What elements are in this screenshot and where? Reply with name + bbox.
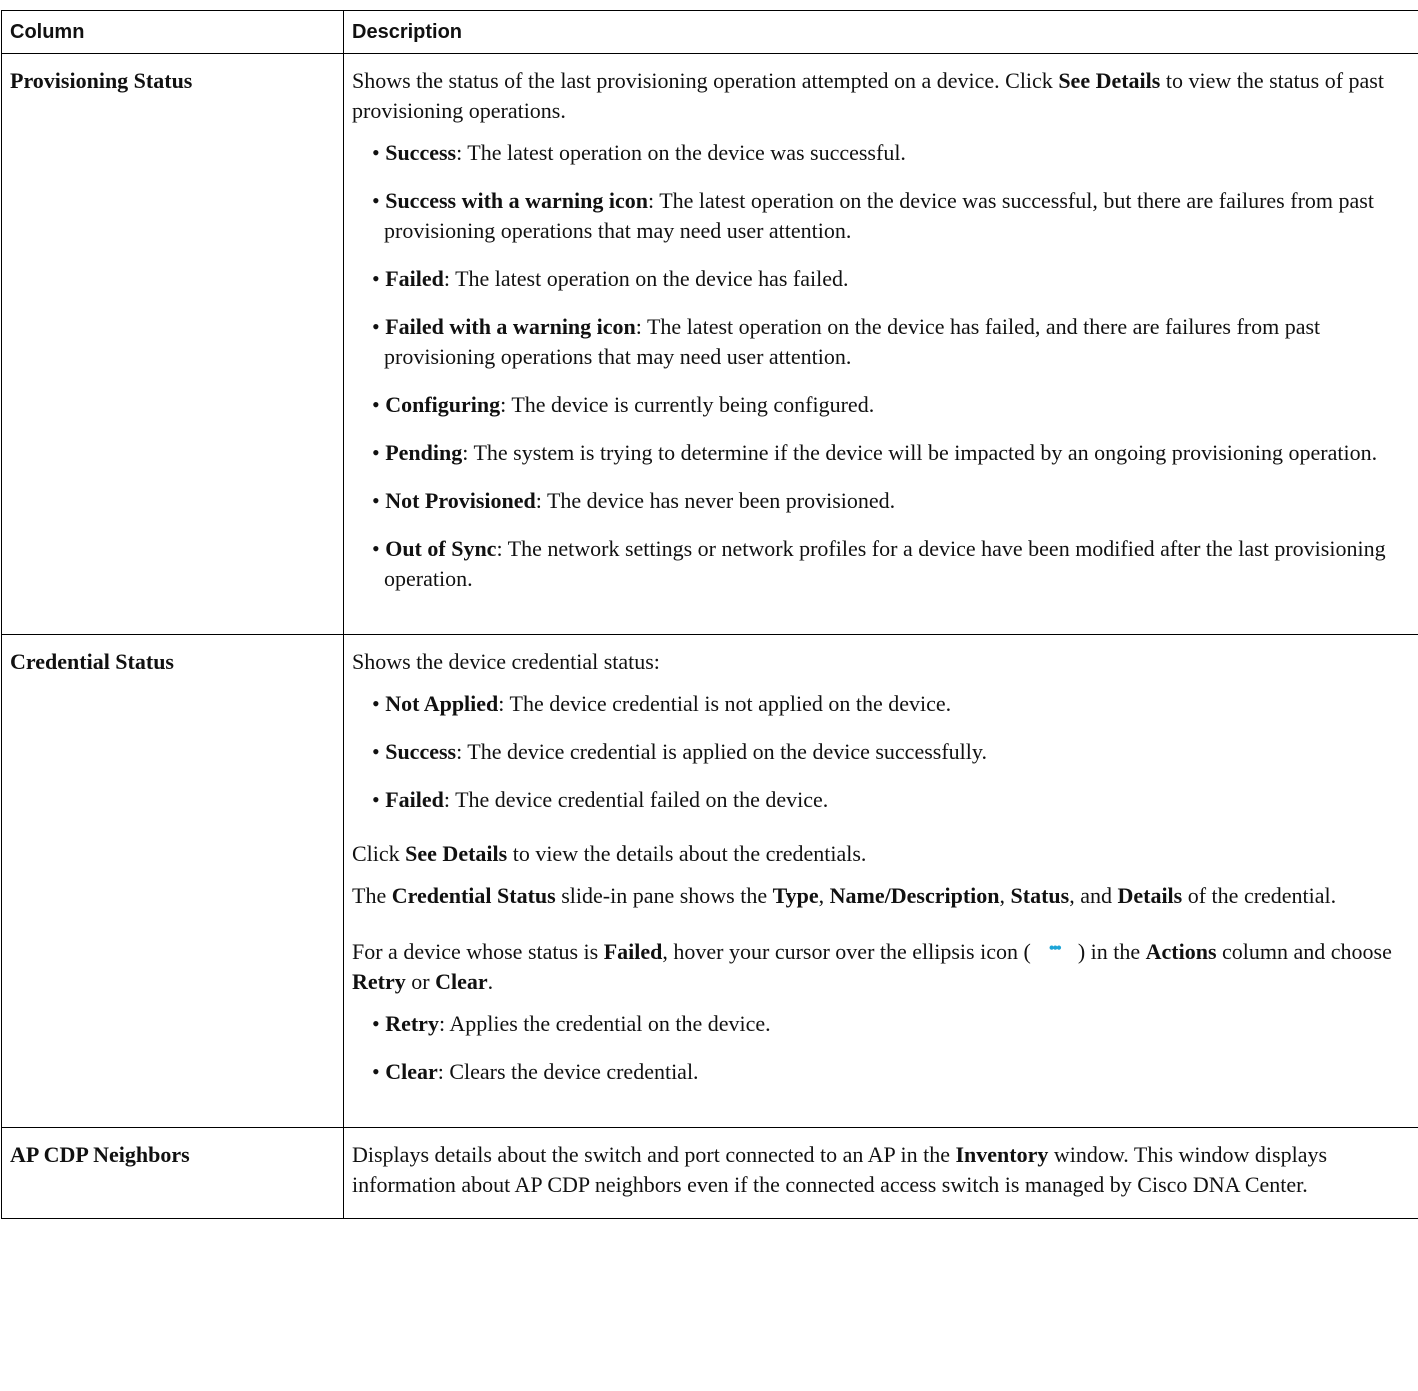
- text: , hover your cursor over the ellipsis icon (: [662, 939, 1037, 964]
- bold-term: Retry: [352, 969, 406, 994]
- text: For a device whose status is: [352, 939, 604, 964]
- see-details-paragraph: [352, 839, 1410, 869]
- list-item-text: : The device credential is not applied on the device.: [498, 691, 952, 716]
- list-item-term: Configuring: [385, 392, 501, 417]
- list-item-text: : The network settings or network profiles for a device have been modified after the last provisioning operation.: [384, 536, 1386, 591]
- list-item: • Not Applied: The device credential is not applied on the device.: [372, 691, 952, 716]
- description-header: Description: [344, 11, 1418, 54]
- text: window. This window displays information about AP CDP neighbors even if the connected access switch is managed by Cisco DNA Center.: [352, 1142, 1328, 1197]
- list-item-text: : Clears the device credential.: [437, 1059, 699, 1084]
- list-item: • Not Provisioned: The device has never been provisioned.: [372, 488, 896, 513]
- table-row: [2, 1128, 1418, 1219]
- column-description-table: [1, 10, 1418, 1219]
- bold-term: See Details: [1058, 68, 1161, 93]
- bold-term: Failed: [603, 939, 663, 964]
- list-item: • Out of Sync: The network settings or network profiles for a device have been modified after the last provisioning operation.: [372, 536, 1386, 591]
- bold-term: Inventory: [955, 1142, 1049, 1167]
- text: column and choose: [1216, 939, 1392, 964]
- bold-term: Details: [1117, 883, 1183, 908]
- list-item: • Success: The device credential is applied on the device successfully.: [372, 739, 987, 764]
- list-item: • Configuring: The device is currently being configured.: [372, 392, 875, 417]
- description-text: [352, 1140, 1410, 1200]
- bold-term: Type: [772, 883, 819, 908]
- list-item: • Success with a warning icon: The latest operation on the device was successful, but there are failures from past provisioning operations that may need user attention.: [372, 188, 1374, 243]
- text: to view the status of past provisioning operations.: [352, 68, 1384, 123]
- row-name: Credential Status: [2, 635, 344, 1128]
- list-item: • Retry: Applies the credential on the device.: [372, 1011, 771, 1036]
- text: Shows the status of the last provisioning operation attempted on a device. Click: [352, 68, 1059, 93]
- text: ) in the: [1072, 939, 1146, 964]
- text: of the credential.: [1182, 883, 1337, 908]
- status-list: [352, 138, 1410, 594]
- text: slide-in pane shows the: [555, 883, 773, 908]
- list-item-term: Pending: [385, 440, 463, 465]
- list-item-term: Out of Sync: [385, 536, 497, 561]
- text: , and: [1069, 883, 1118, 908]
- bold-term: Status: [1010, 883, 1070, 908]
- row-description: [344, 635, 1418, 1128]
- list-item-term: Retry: [385, 1011, 439, 1036]
- row-name: AP CDP Neighbors: [2, 1128, 344, 1219]
- text: Displays details about the switch and port connected to an AP in the: [352, 1142, 956, 1167]
- text: Click: [352, 841, 406, 866]
- bold-term: See Details: [405, 841, 508, 866]
- list-item-term: Failed: [385, 266, 444, 291]
- text: ,: [999, 883, 1011, 908]
- list-item-term: Clear: [385, 1059, 438, 1084]
- bold-term: Actions: [1145, 939, 1217, 964]
- list-item: • Success: The latest operation on the device was successful.: [372, 140, 906, 165]
- list-item: • Clear: Clears the device credential.: [372, 1059, 699, 1084]
- list-item-term: Not Applied: [385, 691, 499, 716]
- credential-status-list: [352, 689, 1410, 815]
- text: .: [487, 969, 494, 994]
- list-item-text: : The device has never been provisioned.: [535, 488, 896, 513]
- list-item: • Failed: The latest operation on the device has failed.: [372, 266, 849, 291]
- bold-term: Credential Status: [391, 883, 556, 908]
- list-item: • Failed with a warning icon: The latest operation on the device has failed, and there are failures from past provisioning operations that may need user attention.: [372, 314, 1321, 369]
- list-item-text: : The system is trying to determine if the device will be impacted by an ongoing provisioning operation.: [462, 440, 1378, 465]
- retry-clear-list: [352, 1009, 1410, 1087]
- list-item-term: Failed with a warning icon: [385, 314, 636, 339]
- bold-term: Name/Description: [829, 883, 1000, 908]
- list-item-text: : Applies the credential on the device.: [438, 1011, 771, 1036]
- list-item-text: : The device credential failed on the device.: [443, 787, 829, 812]
- list-item-text: : The latest operation on the device was successful.: [456, 140, 906, 165]
- list-item-term: Failed: [385, 787, 444, 812]
- table-row: [2, 54, 1418, 635]
- text: or: [405, 969, 436, 994]
- row-description: [344, 1128, 1418, 1219]
- text: The: [352, 883, 392, 908]
- list-item-text: : The device credential is applied on the device successfully.: [456, 739, 987, 764]
- ellipsis-icon: •••: [1048, 940, 1060, 957]
- list-item-term: Success with a warning icon: [385, 188, 648, 213]
- bold-term: Clear: [435, 969, 488, 994]
- list-item-term: Success: [385, 140, 457, 165]
- list-item: • Failed: The device credential failed on the device.: [372, 787, 829, 812]
- column-header: Column: [2, 11, 344, 54]
- list-item-term: Not Provisioned: [385, 488, 536, 513]
- description-intro: Shows the device credential status:: [352, 649, 660, 674]
- text: to view the details about the credentials.: [507, 841, 867, 866]
- list-item-text: : The latest operation on the device was successful, but there are failures from past provisioning operations that may need user attention.: [384, 188, 1374, 243]
- table-row: [2, 635, 1418, 1128]
- row-name: Provisioning Status: [2, 54, 344, 635]
- description-intro: [352, 66, 1410, 126]
- row-description: [344, 54, 1418, 635]
- list-item-term: Success: [385, 739, 457, 764]
- table-header-row: [2, 11, 1418, 54]
- list-item: • Pending: The system is trying to determine if the device will be impacted by an ongoing provisioning operation.: [372, 440, 1378, 465]
- slide-in-pane-paragraph: [352, 881, 1410, 911]
- list-item-text: : The device is currently being configured.: [500, 392, 875, 417]
- failed-actions-paragraph: [352, 937, 1410, 997]
- list-item-text: : The latest operation on the device has failed.: [443, 266, 849, 291]
- list-item-text: : The latest operation on the device has failed, and there are failures from past provisioning operations that may need user attention.: [384, 314, 1321, 369]
- text: ,: [818, 883, 830, 908]
